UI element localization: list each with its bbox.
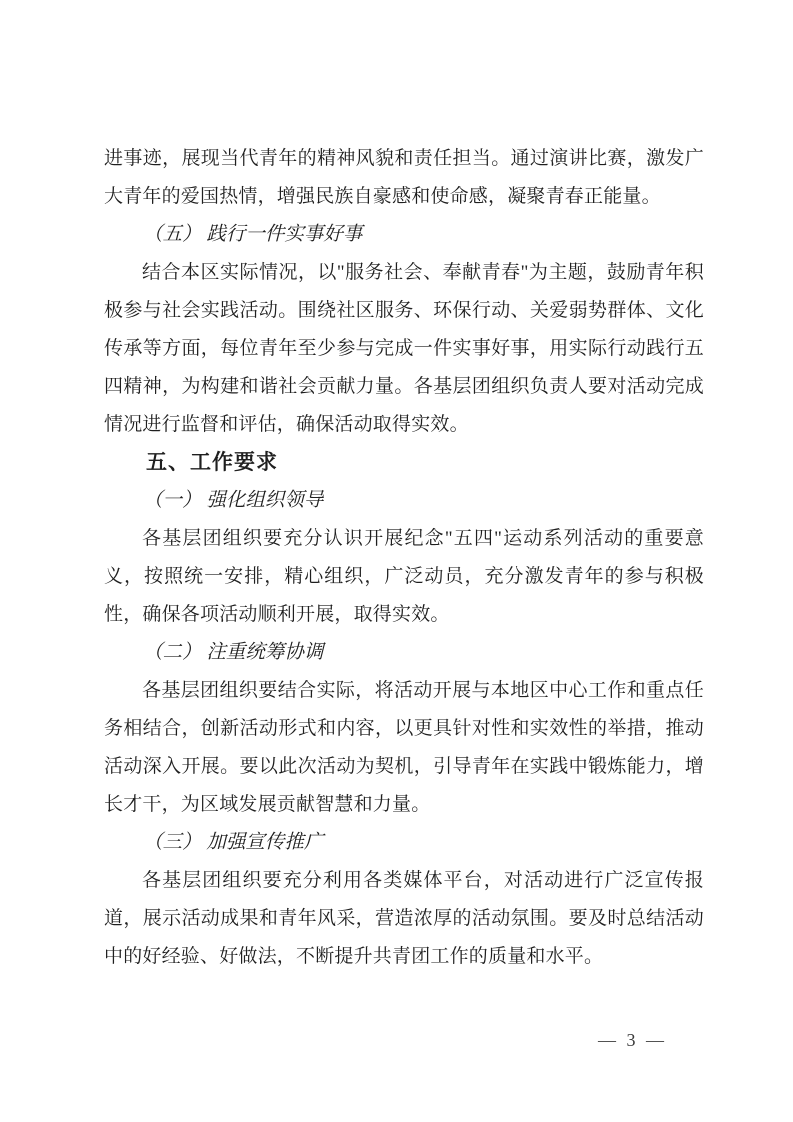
- subsection-heading-item5: （五） 践行一件实事好事: [143, 224, 363, 245]
- document-body: [104, 140, 704, 976]
- paragraph-req3: 各基层团组织要充分利用各类媒体平台，对活动进行广泛宣传报道，展示活动成果和青年风采，营造浓厚的活动氛围。要及时总结活动中的好经验、好做法，不断提升共青团工作的质量和水平。: [104, 870, 704, 967]
- subsection-heading-req2: （二） 注重统筹协调: [143, 642, 324, 663]
- paragraph-req1: 各基层团组织要充分认识开展纪念"五四"运动系列活动的重要意义，按照统一安排，精心组织，广泛动员，充分激发青年的参与积极性，确保各项活动顺利开展，取得实效。: [104, 528, 704, 625]
- subsection-heading-req3: （三） 加强宣传推广: [143, 832, 324, 853]
- section-heading-work-requirements: 五、工作要求: [146, 451, 278, 474]
- paragraph-continuation: 进事迹，展现当代青年的精神风貌和责任担当。通过演讲比赛，激发广大青年的爱国热情，增强民族自豪感和使命感，凝聚青春正能量。: [104, 148, 704, 207]
- paragraph-req2: 各基层团组织要结合实际，将活动开展与本地区中心工作和重点任务相结合，创新活动形式和内容，以更具针对性和实效性的举措，推动活动深入开展。要以此次活动为契机，引导青年在实践中锻炼能力，增长才干，为区域发展贡献智慧和力量。: [104, 680, 704, 815]
- subsection-heading-req1: （一） 强化组织领导: [143, 490, 324, 511]
- paragraph-item5: 结合本区实际情况，以"服务社会、奉献青春"为主题，鼓励青年积极参与社会实践活动。围绕社区服务、环保行动、关爱弱势群体、文化传承等方面，每位青年至少参与完成一件实事好事，用实际行动践行五四精神，为构建和谐社会贡献力量。各基层团组织负责人要对活动完成情况进行监督和评估，确保活动取得实效。: [104, 262, 704, 435]
- page-number: — 3 —: [598, 1030, 667, 1050]
